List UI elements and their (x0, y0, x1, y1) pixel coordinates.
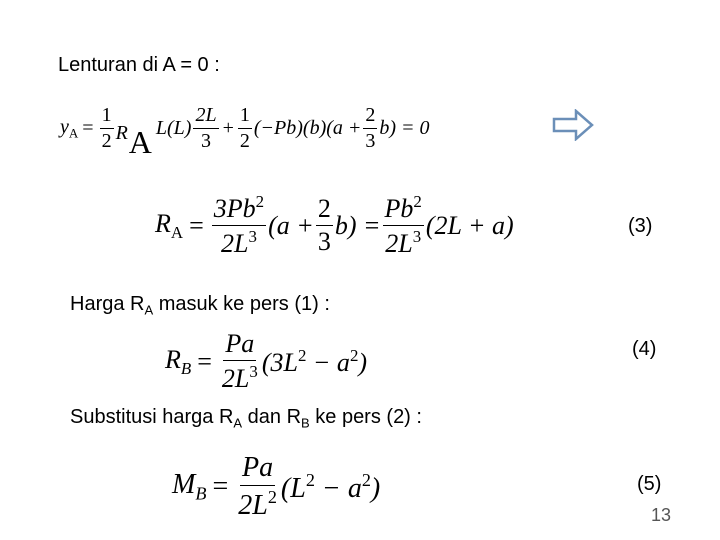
equation-reaction-b (165, 329, 367, 394)
instruction-line-1: Harga $R_A$ masuk ke pers (1) : (70, 293, 330, 318)
eq4-lhs: $M_B$ (172, 469, 207, 504)
eq2-mid-2: b) = (334, 210, 381, 240)
eq3-lhs: $R_B$ (165, 344, 192, 378)
eq1-term-1: L(L) (155, 117, 192, 139)
eq1-lhs: $y_A$ (60, 115, 79, 141)
equation-number-3: (3) (628, 215, 653, 237)
eq1-plus: + (222, 117, 234, 139)
equation-reaction-a (155, 192, 514, 259)
eq1-term-3: b) = 0 (379, 117, 430, 139)
eq2-equals: = (189, 210, 204, 240)
eq3-body: $(3L^2 - a^2)$ (261, 345, 368, 377)
eq2-fraction-a: $\frac{3Pb^2}{2L^3}$ (213, 192, 265, 259)
eq4-body: $(L^2 - a^2)$ (280, 469, 381, 504)
equation-moment-b (172, 452, 380, 522)
instruction-line-2: Substitusi harga $R_A$ dan $R_B$ ke pers (2) : (70, 406, 422, 431)
eq2-fraction-c: $\frac{Pb^2}{2L^3}$ (384, 192, 422, 259)
eq1-big-a: A (128, 124, 152, 160)
eq1-fraction-4: $\frac{2}{3}$ (365, 104, 376, 152)
eq3-equals: = (197, 346, 212, 376)
equation-number-4: (4) (632, 338, 657, 360)
eq1-r-term: R A (115, 122, 152, 160)
eq1-fraction-2: $\frac{2L}{3}$ (195, 104, 217, 152)
eq2-fraction-b: $\frac{2}{3}$ (317, 194, 331, 257)
hollow-right-arrow-icon (552, 109, 594, 141)
heading-text: Lenturan di A = 0 : (58, 54, 220, 76)
eq3-fraction: $\frac{Pa}{2L^3}$ (221, 329, 258, 394)
eq1-fraction-1: $\frac{1}{2}$ (101, 104, 112, 152)
eq1-term-2: (−Pb)(b)(a + (253, 117, 362, 139)
eq2-tail: (2L + a) (425, 210, 514, 240)
equation-number-5: (5) (637, 473, 662, 495)
eq1-fraction-3: $\frac{1}{2}$ (239, 104, 250, 152)
eq4-equals: = (212, 470, 229, 502)
equation-deflection (60, 104, 430, 160)
eq2-mid-1: (a + (268, 210, 314, 240)
eq2-lhs: $R_A$ (155, 208, 184, 242)
eq1-equals: = (82, 117, 94, 139)
eq4-fraction: $\frac{Pa}{2L^2}$ (238, 452, 277, 521)
page-number: 13 (651, 505, 672, 525)
